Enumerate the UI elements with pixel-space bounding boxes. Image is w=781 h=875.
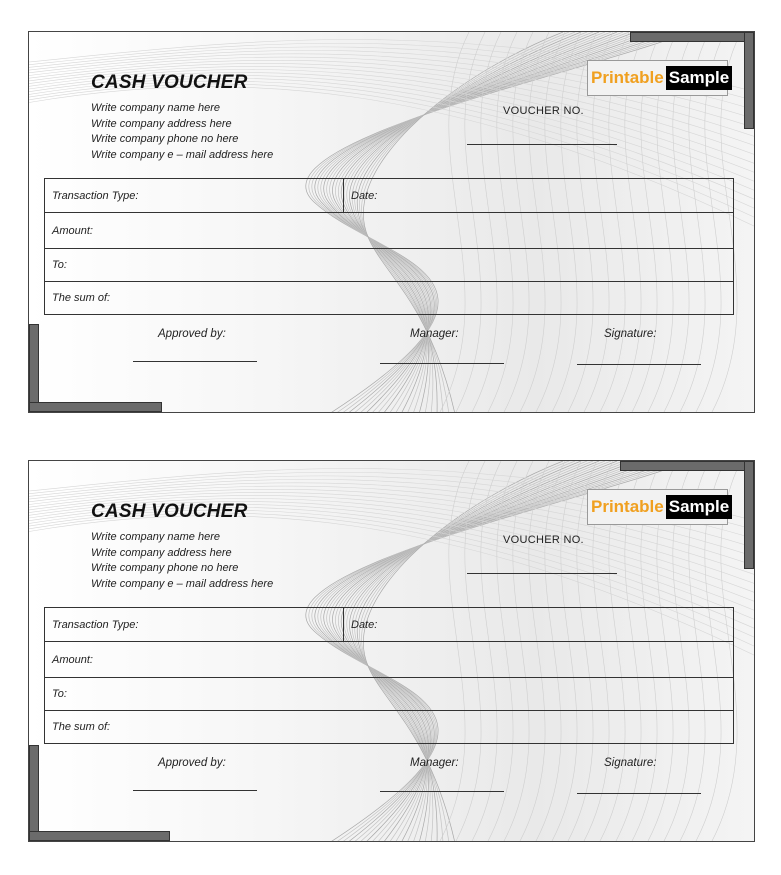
- sum-of-field[interactable]: The sum of:: [45, 282, 734, 315]
- approved-by-label: Approved by:: [158, 757, 226, 769]
- voucher-no-label: VOUCHER NO.: [503, 105, 584, 117]
- company-address: Write company address here: [91, 546, 232, 559]
- company-phone: Write company phone no here: [91, 562, 239, 574]
- printable-sample-logo: Printable Sample: [587, 489, 728, 525]
- voucher-no-field[interactable]: [467, 573, 617, 574]
- amount-field[interactable]: Amount:: [45, 642, 734, 678]
- to-field[interactable]: To:: [45, 678, 734, 711]
- company-email: Write company e – mail address here: [91, 577, 274, 590]
- corner-decoration-left: [29, 324, 39, 412]
- voucher-no-field[interactable]: [467, 144, 617, 145]
- approved-by-label: Approved by:: [158, 328, 226, 340]
- printable-sample-logo: Printable Sample: [587, 60, 728, 96]
- corner-decoration-bottom: [29, 402, 162, 412]
- approved-by-line[interactable]: [133, 790, 257, 791]
- corner-decoration-right: [744, 461, 754, 569]
- company-info: [91, 530, 273, 592]
- corner-decoration-right: [744, 32, 754, 129]
- company-phone: Write company phone no here: [91, 133, 239, 145]
- company-address: Write company address here: [91, 117, 232, 130]
- to-field[interactable]: To:: [45, 249, 734, 282]
- cash-voucher-2: [28, 460, 755, 842]
- date-field[interactable]: Date:: [344, 179, 734, 213]
- company-email: Write company e – mail address here: [91, 148, 274, 161]
- signature-label: Signature:: [604, 328, 657, 340]
- voucher-no-label: VOUCHER NO.: [503, 534, 584, 546]
- voucher-fields-table: [44, 607, 734, 744]
- corner-decoration-bottom: [29, 831, 170, 841]
- corner-decoration-top: [620, 461, 754, 471]
- voucher-title: CASH VOUCHER: [91, 72, 248, 93]
- manager-label: Manager:: [410, 757, 459, 769]
- transaction-type-field[interactable]: Transaction Type:: [45, 608, 344, 642]
- manager-line[interactable]: [380, 363, 504, 364]
- voucher-title: CASH VOUCHER: [91, 501, 248, 522]
- signature-line[interactable]: [577, 364, 701, 365]
- transaction-type-field[interactable]: Transaction Type:: [45, 179, 344, 213]
- company-name: Write company name here: [91, 531, 220, 543]
- amount-field[interactable]: Amount:: [45, 213, 734, 249]
- manager-label: Manager:: [410, 328, 459, 340]
- corner-decoration-top: [630, 32, 754, 42]
- company-info: [91, 101, 273, 163]
- corner-decoration-left: [29, 745, 39, 841]
- approved-by-line[interactable]: [133, 361, 257, 362]
- voucher-fields-table: [44, 178, 734, 315]
- signature-label: Signature:: [604, 757, 657, 769]
- cash-voucher-1: [28, 31, 755, 413]
- manager-line[interactable]: [380, 791, 504, 792]
- sum-of-field[interactable]: The sum of:: [45, 711, 734, 744]
- date-field[interactable]: Date:: [344, 608, 734, 642]
- company-name: Write company name here: [91, 102, 220, 114]
- signature-line[interactable]: [577, 793, 701, 794]
